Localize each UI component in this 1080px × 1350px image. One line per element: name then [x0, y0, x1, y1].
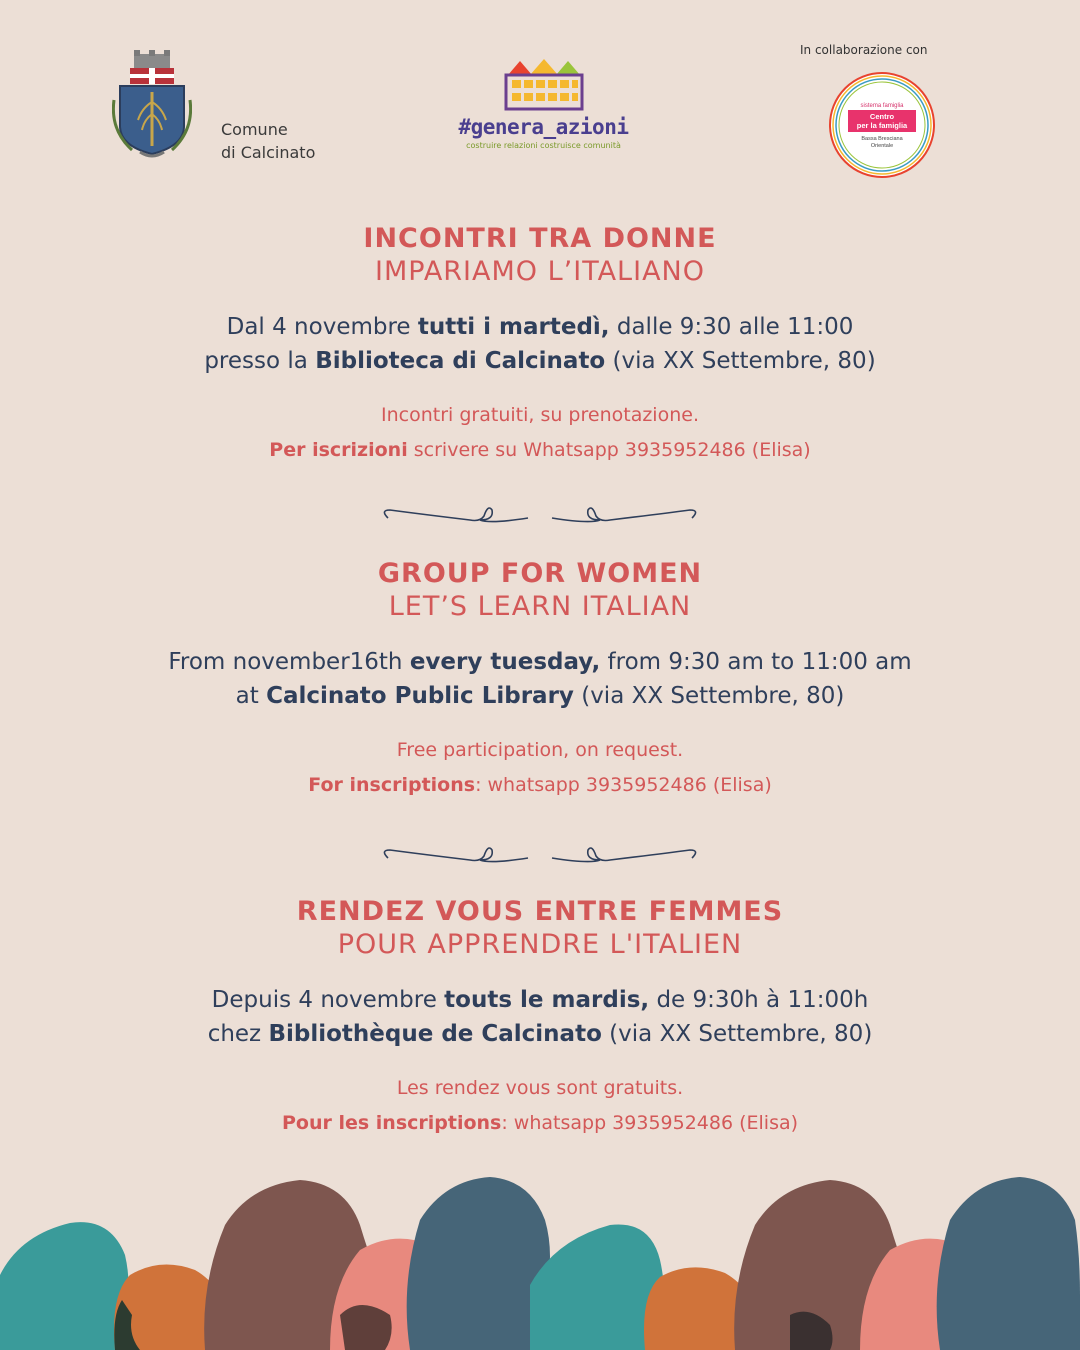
- english-location: [0, 679, 1080, 713]
- english-note-1: Free participation, on request.: [396, 739, 684, 761]
- comune-crest-icon: [112, 50, 192, 162]
- english-l1-a: From november16th: [168, 649, 410, 675]
- french-note-1: Les rendez vous sont gratuits.: [396, 1077, 684, 1099]
- english-n2-a: For inscriptions: [308, 774, 476, 796]
- genera-subtitle: costruire relazioni costruisce comunità: [466, 141, 621, 150]
- section-italian: [0, 222, 1080, 468]
- women-silhouettes-illustration: [0, 1165, 1080, 1350]
- italian-l2-a: presso la: [204, 348, 316, 374]
- italian-location: [0, 344, 1080, 378]
- centro-line-4: Orientale: [870, 143, 894, 149]
- silhouette-group-right: [530, 1177, 1080, 1350]
- flourish-divider-2-icon: [380, 840, 700, 870]
- english-l2-c: (via XX Settembre, 80): [573, 683, 845, 709]
- french-l1-a: Depuis 4 novembre: [211, 987, 445, 1013]
- french-l2-b: Bibliothèque de Calcinato: [268, 1021, 602, 1047]
- silhouette-slate-2: [937, 1177, 1080, 1350]
- french-l2-a: chez: [207, 1021, 269, 1047]
- french-l1-b: touts le mardis,: [444, 987, 650, 1013]
- french-subtitle: POUR APPRENDRE L'ITALIEN: [337, 929, 743, 960]
- english-subtitle: LET’S LEARN ITALIAN: [388, 591, 692, 622]
- italian-schedule: [0, 310, 1080, 344]
- italian-l2-b: Biblioteca di Calcinato: [315, 348, 606, 374]
- centro-famiglia-logo: [826, 69, 938, 181]
- italian-l2-c: (via XX Settembre, 80): [605, 348, 876, 374]
- header: [0, 0, 1080, 200]
- italian-l1-b: tutti i martedì,: [417, 314, 610, 340]
- french-title: RENDEZ VOUS ENTRE FEMMES: [296, 896, 784, 927]
- silhouette-teal-1: [0, 1222, 130, 1350]
- comune-name: [221, 118, 315, 164]
- english-l1-b: every tuesday,: [409, 649, 601, 675]
- centro-line-1: Centro: [869, 112, 895, 121]
- english-note-2: [0, 768, 1080, 803]
- comune-line-2: di Calcinato: [221, 143, 316, 162]
- centro-line-2: per la famiglia: [856, 121, 908, 130]
- italian-title: INCONTRI TRA DONNE: [363, 223, 717, 254]
- section-english: [0, 557, 1080, 803]
- centro-top-text: sistema famiglia: [860, 103, 904, 109]
- collab-label: In collaborazione con: [800, 43, 928, 57]
- english-n2-b: : whatsapp 3935952486 (Elisa): [475, 774, 772, 796]
- italian-n2-a: Per iscrizioni: [269, 439, 408, 461]
- english-l2-a: at: [235, 683, 267, 709]
- french-l1-c: de 9:30h à 11:00h: [649, 987, 869, 1013]
- italian-note-2: [0, 433, 1080, 468]
- french-schedule: [0, 983, 1080, 1017]
- english-title: GROUP FOR WOMEN: [377, 558, 703, 589]
- silhouette-group-left: [0, 1177, 556, 1350]
- centro-line-3: Bassa Bresciana: [861, 136, 903, 142]
- section-french: [0, 895, 1080, 1141]
- french-location: [0, 1017, 1080, 1051]
- english-l1-c: from 9:30 am to 11:00 am: [600, 649, 912, 675]
- italian-n2-b: scrivere su Whatsapp 3935952486 (Elisa): [407, 439, 811, 461]
- comune-line-1: Comune: [221, 120, 288, 139]
- italian-note-1: Incontri gratuiti, su prenotazione.: [381, 404, 699, 426]
- italian-l1-a: Dal 4 novembre: [226, 314, 418, 340]
- french-l2-c: (via XX Settembre, 80): [601, 1021, 873, 1047]
- genera-houses-icon: [502, 55, 586, 111]
- french-n2-a: Pour les inscriptions: [281, 1112, 502, 1134]
- french-note-2: [0, 1106, 1080, 1141]
- french-n2-b: : whatsapp 3935952486 (Elisa): [501, 1112, 799, 1134]
- italian-l1-c: dalle 9:30 alle 11:00: [609, 314, 854, 340]
- english-schedule: [0, 645, 1080, 679]
- english-l2-b: Calcinato Public Library: [266, 683, 574, 709]
- genera-title: #genera_azioni: [458, 115, 629, 139]
- flourish-divider-1-icon: [380, 500, 700, 530]
- italian-subtitle: IMPARIAMO L’ITALIANO: [375, 256, 705, 287]
- silhouette-overlap-1: [340, 1305, 392, 1350]
- genera-azioni-logo: [456, 55, 631, 150]
